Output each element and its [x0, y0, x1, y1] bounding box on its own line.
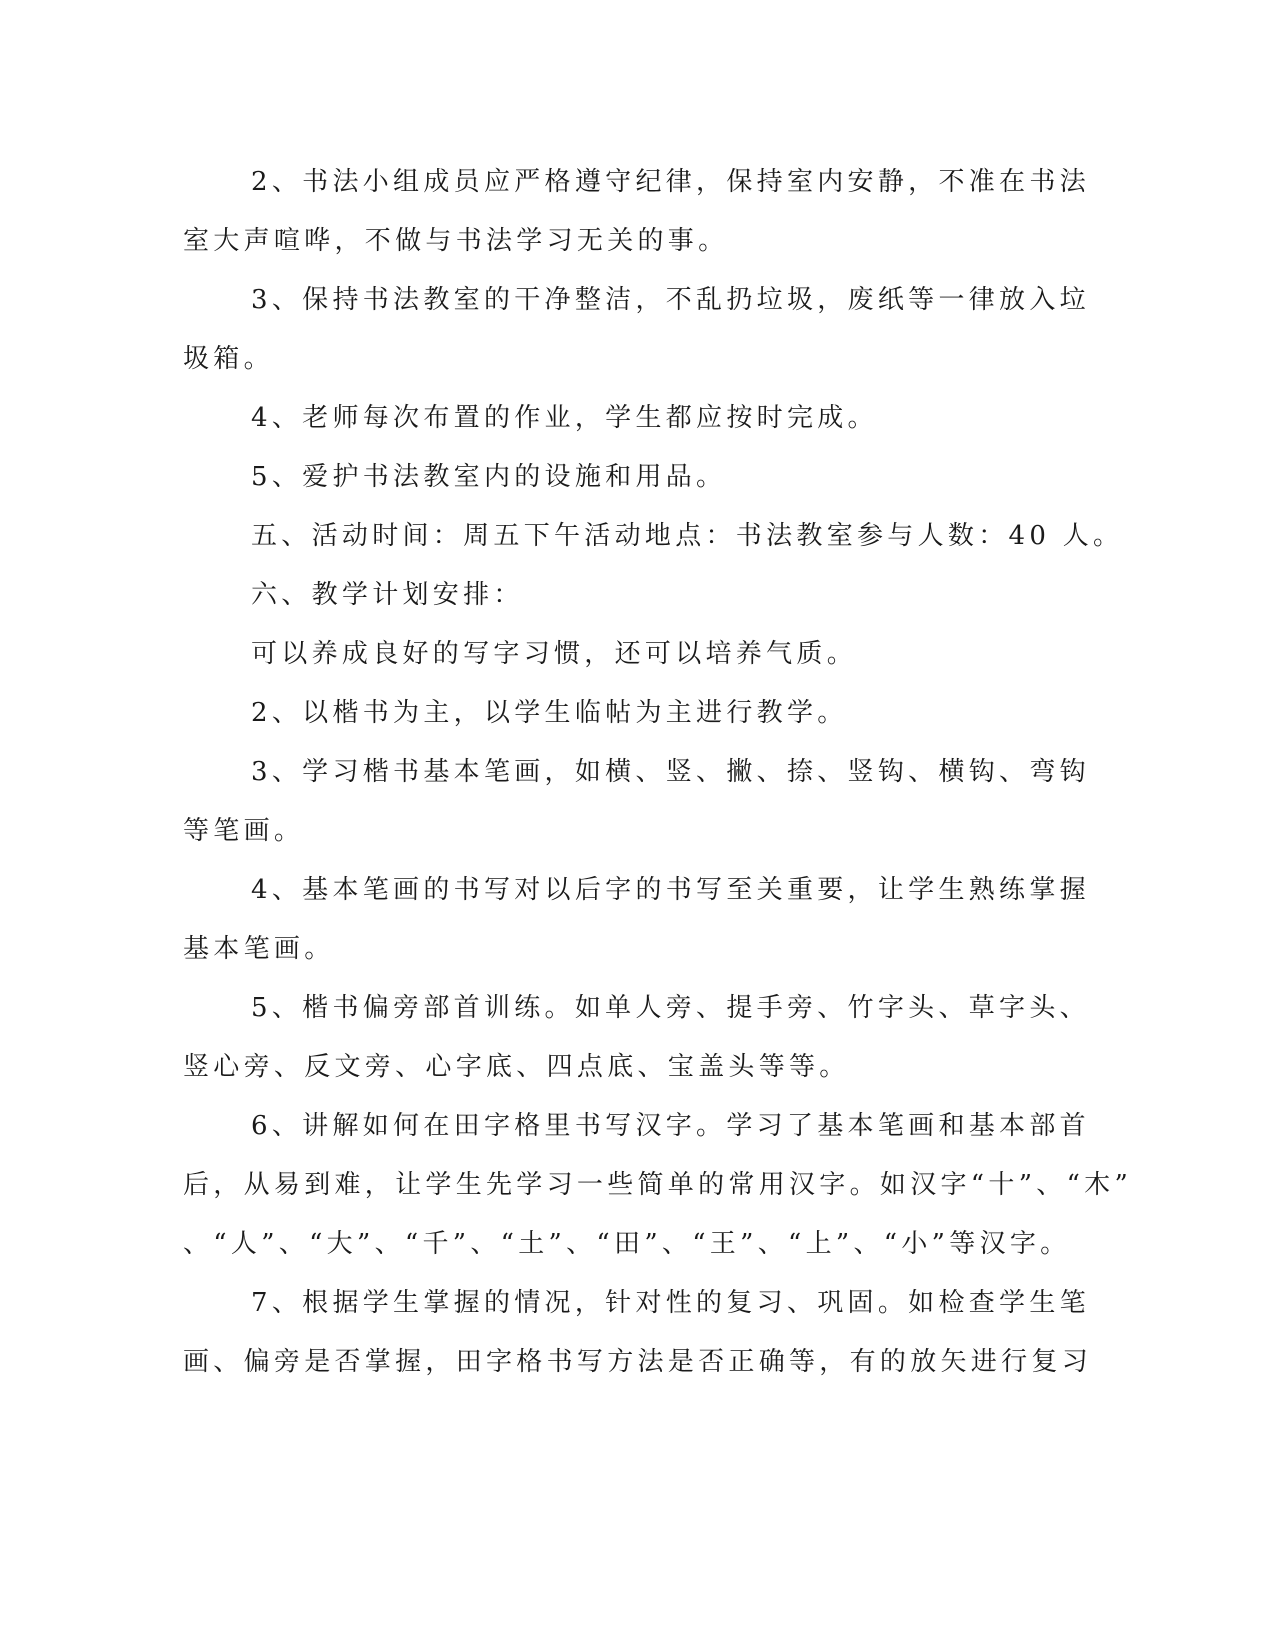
paragraph-line: 后，从易到难，让学生先学习一些简单的常用汉字。如汉字“十”、“木” [183, 1170, 1133, 1200]
paragraph-line: 2、以楷书为主，以学生临帖为主进行教学。 [251, 698, 848, 728]
paragraph-line: 圾箱。 [183, 344, 274, 374]
paragraph-line: 竖心旁、反文旁、心字底、四点底、宝盖头等等。 [183, 1052, 850, 1082]
section-heading-teaching-plan: 六、教学计划安排： [251, 580, 524, 610]
section-heading-activity-time: 五、活动时间：周五下午活动地点：书法教室参与人数：40 人。 [251, 521, 1124, 551]
document-body [183, 153, 1133, 1392]
paragraph-line: 3、学习楷书基本笔画，如横、竖、撇、捺、竖钩、横钩、弯钩 [251, 757, 1090, 787]
paragraph-line: 室大声喧哗，不做与书法学习无关的事。 [183, 226, 729, 256]
paragraph-line: 可以养成良好的写字习惯，还可以培养气质。 [251, 639, 858, 669]
paragraph-line: 7、根据学生掌握的情况，针对性的复习、巩固。如检查学生笔 [251, 1288, 1090, 1318]
paragraph-line: 4、基本笔画的书写对以后字的书写至关重要，让学生熟练掌握 [251, 875, 1090, 905]
paragraph-line: 2、书法小组成员应严格遵守纪律，保持室内安静，不准在书法 [251, 167, 1090, 197]
paragraph-line: 基本笔画。 [183, 934, 335, 964]
paragraph-line: 4、老师每次布置的作业，学生都应按时完成。 [251, 403, 878, 433]
paragraph-line: 3、保持书法教室的干净整洁，不乱扔垃圾，废纸等一律放入垃 [251, 285, 1090, 315]
paragraph-line: 、“人”、“大”、“千”、“土”、“田”、“王”、“上”、“小”等汉字。 [183, 1229, 1071, 1259]
paragraph-line: 等笔画。 [183, 816, 305, 846]
paragraph-line: 5、爱护书法教室内的设施和用品。 [251, 462, 727, 492]
paragraph-line: 5、楷书偏旁部首训练。如单人旁、提手旁、竹字头、草字头、 [251, 993, 1090, 1023]
paragraph-line: 6、讲解如何在田字格里书写汉字。学习了基本笔画和基本部首 [251, 1111, 1090, 1141]
paragraph-line: 画、偏旁是否掌握，田字格书写方法是否正确等，有的放矢进行复习 [183, 1347, 1093, 1377]
